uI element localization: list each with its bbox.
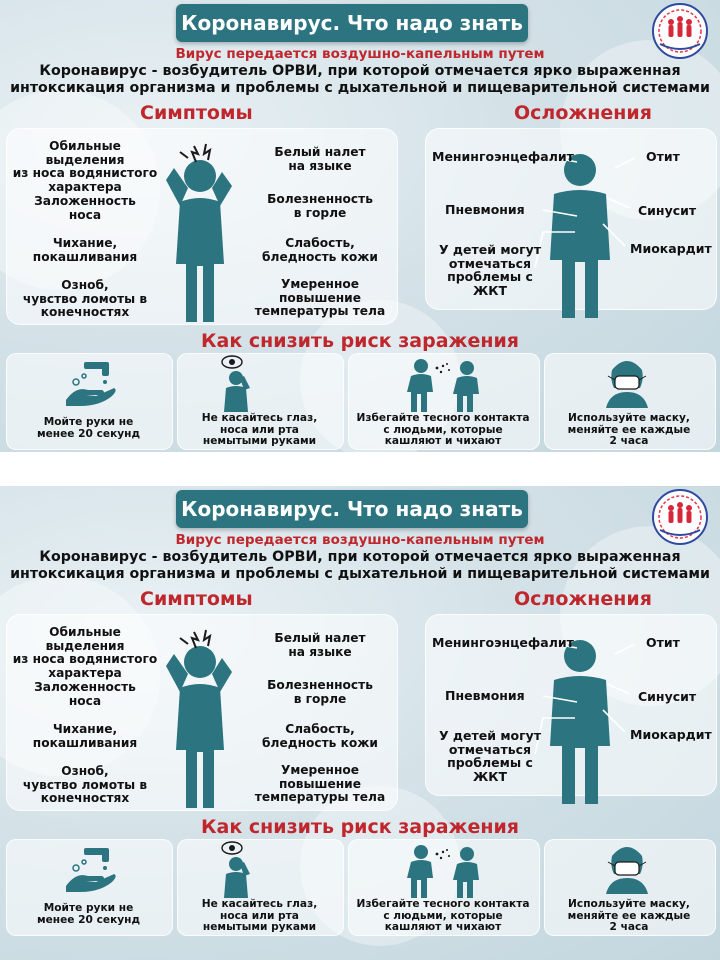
symptom-line: Обильные выделения <box>45 139 125 167</box>
symptom-line: повышение <box>279 776 361 791</box>
symptom-line: Болезненность <box>267 678 373 692</box>
page-title: Коронавирус. Что надо знать <box>176 490 528 528</box>
prevention-line: немытыми руками <box>202 435 317 447</box>
prevention-line: Не касайтесь глаз, <box>201 898 318 910</box>
symptom-label <box>250 237 390 264</box>
complication-label: Отит <box>646 149 680 164</box>
page-title: Коронавирус. Что надо знать <box>176 4 528 42</box>
eye-touch-icon <box>214 840 258 898</box>
prevention-label <box>348 413 538 448</box>
symptom-line: Чихание, <box>52 236 118 250</box>
prevention-label <box>544 413 714 448</box>
symptom-line: покашливания <box>32 249 138 264</box>
symptom-line: на языке <box>288 644 352 659</box>
symptom-line: Белый налет <box>274 145 366 159</box>
prevention-line: 2 часа <box>609 435 649 447</box>
complication-line: проблемы с <box>447 755 533 770</box>
symptom-label <box>250 723 390 750</box>
prevention-line: Избегайте тесного контакта <box>356 412 530 424</box>
subtitle: Вирус передается воздушно-капельным путем <box>175 532 545 548</box>
symptom-line: в горле <box>293 205 347 220</box>
prevention-line: с людьми, которые <box>383 909 503 922</box>
sick-person-icon <box>160 622 240 812</box>
symptom-label <box>250 278 390 319</box>
complications-title: Осложнения <box>514 588 652 610</box>
description-line: интоксикация организма и проблемы с дыхательной и пищеварительной системами <box>10 80 710 96</box>
prevention-line: менее 20 секунд <box>36 913 141 926</box>
symptom-line: Чихание, <box>52 722 118 736</box>
symptom-line: из носа водянистого <box>12 166 158 180</box>
complication-label <box>438 729 542 783</box>
complication-label: Миокардит <box>630 241 712 256</box>
symptom-line: Озноб, <box>61 278 109 292</box>
prevention-label <box>177 899 342 934</box>
complication-label: Менингоэнцефалит <box>432 149 574 164</box>
symptom-label <box>10 140 160 194</box>
complication-line: проблемы с <box>447 269 533 284</box>
symptom-line: характера <box>48 179 122 194</box>
symptoms-title: Симптомы <box>140 588 253 610</box>
symptom-label <box>250 146 390 173</box>
cough-icon <box>405 844 485 898</box>
description-line: Коронавирус - возбудитель ОРВИ, при которой отмечается ярко выраженная <box>39 549 681 565</box>
symptom-line: Белый налет <box>274 631 366 645</box>
symptom-label <box>250 679 390 706</box>
mask-icon <box>602 356 652 408</box>
hand-wash-icon <box>62 846 118 892</box>
mask-icon <box>602 842 652 894</box>
prevention-line: 2 часа <box>609 921 649 933</box>
symptom-line: бледность кожи <box>262 735 378 750</box>
symptom-label <box>10 723 160 750</box>
symptom-line: чувство ломоты в <box>22 777 148 792</box>
symptom-line: Слабость, <box>285 722 355 736</box>
prevention-line: кашляют и чихают <box>384 435 502 447</box>
symptom-line: характера <box>48 665 122 680</box>
symptom-line: из носа водянистого <box>12 652 158 666</box>
complication-label: Отит <box>646 635 680 650</box>
prevention-line: Не касайтесь глаз, <box>201 412 318 424</box>
symptom-line: Заложенность <box>34 194 136 208</box>
symptom-label <box>10 765 160 806</box>
complication-line: ЖКТ <box>472 768 508 784</box>
symptom-line: носа <box>68 693 102 708</box>
sick-person-icon <box>160 136 240 326</box>
prevention-line: Избегайте тесного контакта <box>356 898 530 910</box>
prevention-line: Мойте руки не <box>43 902 134 914</box>
prevention-line: носа или рта <box>220 909 299 922</box>
infographic-bottom <box>0 486 720 960</box>
symptom-label <box>10 237 160 264</box>
prevention-title: Как снизить риск заражения <box>201 816 519 838</box>
symptom-label <box>250 193 390 220</box>
complication-label: Пневмония <box>445 688 525 703</box>
symptom-line: Заложенность <box>34 680 136 694</box>
symptom-line: Умеренное <box>280 277 360 291</box>
description <box>0 549 720 583</box>
symptom-label <box>250 632 390 659</box>
complication-line: отмечаться <box>448 255 532 271</box>
description-line: Коронавирус - возбудитель ОРВИ, при которой отмечается ярко выраженная <box>39 63 681 79</box>
prevention-line: меняйте ее каждые <box>567 423 691 436</box>
prevention-label <box>6 903 171 926</box>
prevention-line: с людьми, которые <box>383 423 503 436</box>
complication-line: ЖКТ <box>472 282 508 298</box>
complications-title: Осложнения <box>514 102 652 124</box>
description-line: интоксикация организма и проблемы с дыхательной и пищеварительной системами <box>10 566 710 582</box>
symptom-label <box>10 681 160 708</box>
prevention-line: Используйте маску, <box>568 898 690 910</box>
prevention-label <box>177 413 342 448</box>
hand-wash-icon <box>62 360 118 406</box>
symptom-line: покашливания <box>32 735 138 750</box>
complication-label: Пневмония <box>445 202 525 217</box>
symptoms-title: Симптомы <box>140 102 253 124</box>
symptom-line: Болезненность <box>267 192 373 206</box>
symptom-line: бледность кожи <box>262 249 378 264</box>
complication-label: Менингоэнцефалит <box>432 635 574 650</box>
symptom-line: конечностях <box>40 305 130 319</box>
prevention-line: меняйте ее каждые <box>567 909 691 922</box>
prevention-line: носа или рта <box>220 423 299 436</box>
symptom-line: температуры тела <box>254 304 386 318</box>
symptom-label <box>10 279 160 320</box>
complication-label: Миокардит <box>630 727 712 742</box>
complication-label: Синусит <box>638 689 697 704</box>
prevention-line: Используйте маску, <box>568 412 690 424</box>
complication-line: отмечаться <box>448 741 532 757</box>
prevention-title: Как снизить риск заражения <box>201 330 519 352</box>
prevention-line: кашляют и чихают <box>384 921 502 933</box>
complication-line: У детей могут <box>438 242 542 257</box>
complication-line: У детей могут <box>438 728 542 743</box>
complication-label: Синусит <box>638 203 697 218</box>
symptom-label <box>250 764 390 805</box>
prevention-line: менее 20 секунд <box>36 427 141 440</box>
eye-touch-icon <box>214 354 258 412</box>
prevention-label <box>6 417 171 440</box>
symptom-line: носа <box>68 207 102 222</box>
symptom-line: повышение <box>279 290 361 305</box>
prevention-label <box>348 899 538 934</box>
symptom-line: конечностях <box>40 791 130 805</box>
cough-icon <box>405 358 485 412</box>
symptom-line: Озноб, <box>61 764 109 778</box>
symptom-line: в горле <box>293 691 347 706</box>
prevention-line: немытыми руками <box>202 921 317 933</box>
prevention-label <box>544 899 714 934</box>
symptom-label <box>10 626 160 680</box>
complication-label <box>438 243 542 297</box>
infographic-top <box>0 0 720 452</box>
symptom-line: Слабость, <box>285 236 355 250</box>
symptom-line: температуры тела <box>254 790 386 804</box>
symptom-line: чувство ломоты в <box>22 291 148 306</box>
prevention-line: Мойте руки не <box>43 416 134 428</box>
subtitle: Вирус передается воздушно-капельным путем <box>175 46 545 62</box>
symptom-label <box>10 195 160 222</box>
description <box>0 63 720 97</box>
symptom-line: Умеренное <box>280 763 360 777</box>
symptom-line: Обильные выделения <box>45 625 125 653</box>
symptom-line: на языке <box>288 158 352 173</box>
